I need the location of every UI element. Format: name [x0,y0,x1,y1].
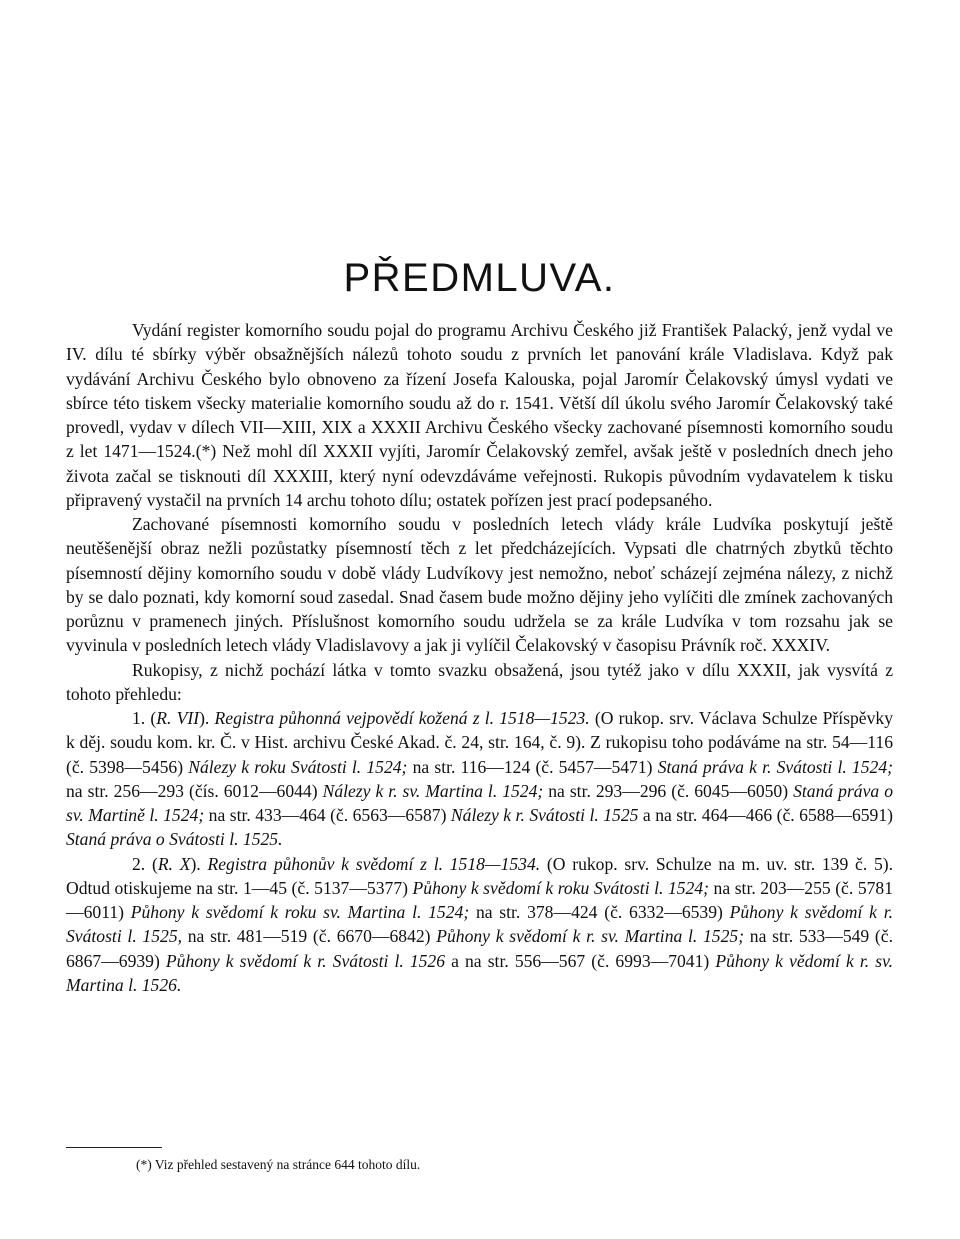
page-title: PŘEDMLUVA. [343,256,616,300]
section-title: Nálezy k roku Svátosti l. 1524; [188,756,408,777]
section-title: Nálezy k r. Svátosti l. 1525 [450,805,639,825]
section-title: Nálezy k r. sv. Martina l. 1524; [322,780,544,801]
preface-body [66,318,893,997]
paragraph-3: Rukopisy, z nichž pochází látka v tomto svazku obsažená, jsou tytéž jako v dílu XXXII, jak vysvítá z tohoto přehledu: [66,659,893,704]
section-title: Půhony k svědomí k r. sv. Martina l. 1525; [436,926,745,947]
entry-text: na str. 293—296 (č. 6045—6050) [543,780,794,801]
manuscript-entry-1 [66,706,893,852]
entry-text: a na str. 556—567 (č. 6993—7041) [445,950,716,971]
manuscript-signature: R. X [157,853,191,874]
entry-text: a na str. 464—466 (č. 6588—6591) [638,805,893,825]
entry-text: (O rukop. srv. Václava Schulze Příspěvky k děj. soudu kom. kr. Č. v Hist. archivu České Akad. č. 24, str. 164, č. 9). Z rukopisu toho podáváme na str. 54—116 (č. 5398—5456) [66,708,893,777]
footnote-divider [66,1147,162,1148]
manuscript-entry-2 [66,852,893,998]
section-title: Staná práva o sv. Martině l. 1524; [66,780,893,825]
manuscript-signature: R. VII [156,708,200,728]
entry-text: na str. 203—255 (č. 5781—6011) [66,877,894,922]
entry-text: na str. 256—293 (čís. 6012—6044) [66,780,323,801]
entry-text: 2. ( [132,853,158,874]
section-title: Půhony k svědomí k roku Svátosti l. 1524; [412,877,710,898]
section-title: Půhony k vědomí k r. sv. Martina l. 1526. [66,950,893,995]
paragraph-1: Vydání register komorního soudu pojal do programu Archivu Českého již František Palacký, jenž vydal ve IV. dílu té sbírky výběr obsažnějších nálezů tohoto soudu z prvních let panování krále Vladislava. Když pak vydávání Archivu Českého bylo obnoveno za řízení Josefa Kalouska, pojal Jaromír Čelakovský úmysl vydati ve sbírce této tiskem všecky materialie komorního soudu až do r. 1541. Větší díl úkolu svého Jaromír Čelakovský také provedl, vydav v dílech VII—XIII, XIX a XXXII Archivu Českého všecky zachované písemnosti komorního soudu z let 1471—1524.(*) Než mohl díl XXXII vyjíti, Jaromír Čelakovský zemřel, avšak ještě v posledních dnech jeho života začal se tisknouti díl XXXIII, který nyní odevzdáváme veřejnosti. Rukopis původním vydavatelem k tisku připravený vystačil na prvních 14 archu tohoto dílu; ostatek pořízen jest prací podepsaného. [66,320,893,510]
entry-text: (O rukop. srv. Schulze na m. uv. str. 139 č. 5). Odtud otiskujeme na str. 1—45 (č. 5137—5377) [66,853,894,898]
entry-text: na str. 433—464 (č. 6563—6587) [204,805,451,825]
entry-text: ). [190,853,208,874]
entry-text: ). [199,708,215,728]
section-title: Půhony k svědomí k r. Svátosti l. 1525, [66,902,893,947]
entry-text: na str. 533—549 (č. 6867—6939) [66,926,894,971]
paragraph-2: Zachované písemnosti komorního soudu v posledních letech vlády krále Ludvíka poskytují ještě neutěšenější obraz nežli pozůstatky písemností těch z let předcházejících. Vypsati dle chatrných zbytků těchto písemností dějiny komorního soudu v době vlády Ludvíkovy jest nemožno, neboť scházejí zejména nálezy, z nichž by se dalo poznati, kdy komorní soud zasedal. Snad časem bude možno dějiny jeho vylíčiti dle zmínek zachovaných porůznu v pramenech jiných. Příslušnost komorního soudu udržela se za krále Ludvíka v tom rozsahu jak se vyvinula v posledních letech vlády Vladislavovy a jak ji vylíčil Čelakovský v časopisu Právník roč. XXXIV. [66,514,893,656]
manuscript-title: Registra půhonná vejpovědí kožená z l. 1518—1523. [214,708,590,728]
entry-text: na str. 481—519 (č. 6670—6842) [182,926,437,947]
section-title: Půhony k svědomí k r. Svátosti l. 1526 [165,950,446,971]
entry-text: na str. 116—124 (č. 5457—5471) [407,756,658,777]
footnote: (*) Viz přehled sestavený na stránce 644 tohoto dílu. [136,1157,421,1172]
entry-text: 1. ( [132,708,157,728]
section-title: Staná práva k r. Svátosti l. 1524; [657,756,893,777]
document-page [66,0,893,1239]
section-title: Staná práva o Svátosti l. 1525. [66,829,283,850]
section-title: Půhony k svědomí k roku sv. Martina l. 1524; [130,902,470,922]
entry-text: na str. 378—424 (č. 6332—6539) [469,902,730,922]
manuscript-title: Registra půhonův k svědomí z l. 1518—1534. [207,853,541,874]
